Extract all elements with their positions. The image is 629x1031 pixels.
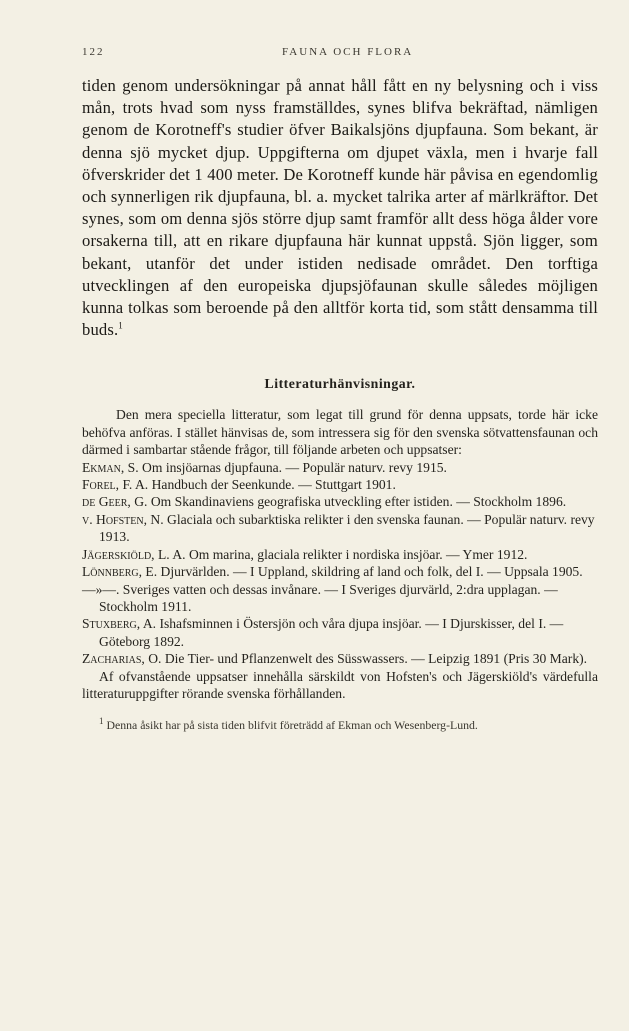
- reference-author: Lönnberg, E.: [82, 564, 158, 580]
- literature-section: [82, 406, 598, 702]
- reference-entry: [82, 459, 598, 476]
- reference-entry: [82, 650, 598, 667]
- running-head: [82, 46, 598, 62]
- reference-text: Djurvärlden. — I Uppland, skildring af land och folk, del I. — Uppsala 1905.: [157, 564, 583, 580]
- footnote-text: Denna åsikt har på sista tiden blifvit företrädd af Ekman och Wesenberg-Lund.: [106, 718, 478, 733]
- reference-text: Glaciala och subarktiska relikter i den svenska faunan. — Populär naturv. revy 1913.: [99, 511, 595, 545]
- reference-text: Om marina, glaciala relikter i nordiska insjöar. — Ymer 1912.: [185, 546, 528, 562]
- reference-entry: [82, 563, 598, 580]
- reference-author: Stuxberg, A.: [82, 616, 157, 632]
- reference-entry: [82, 476, 598, 493]
- page-number: 122: [82, 46, 105, 58]
- reference-text: Handbuch der Seenkunde. — Stuttgart 1901.: [148, 477, 396, 493]
- reference-author: Zacharias, O.: [82, 651, 162, 667]
- reference-text: Die Tier- und Pflanzenwelt des Süsswassers. — Leipzig 1891 (Pris 30 Mark).: [161, 651, 588, 667]
- reference-entry: [82, 581, 598, 616]
- reference-text: Om Skandinaviens geografiska utveckling efter istiden. — Stockholm 1896.: [147, 494, 567, 510]
- reference-author: Jägerskiöld, L. A.: [82, 546, 186, 562]
- closing-note: Af ofvanstående uppsatser innehålla särskildt von Hofsten's och Jägerskiöld's värdefulla litteraturuppgifter rörande svenska förhållanden.: [82, 668, 598, 701]
- section-heading: Litteraturhänvisningar.: [264, 376, 416, 392]
- reference-entry: [82, 493, 598, 510]
- page-content: [82, 46, 598, 734]
- running-title: FAUNA OCH FLORA: [282, 46, 414, 58]
- body-paragraph-text: tiden genom undersökningar på annat håll fått en ny belysning och i viss mån, trots hvad som nyss framställdes, synes blifva bekräftad, nämligen genom de Korotneff's studier öfver Baikalsjöns djupfauna. Som bekant, är denna sjö mycket djup. Uppgifterna om djupet växla, men i hvarje fall öfverskrider det 1 400 meter. De Korotneff kunde här påvisa en egendomlig och synnerligen rik djupfauna, bl. a. mycket talrika arter af märlkräftor. Det synes, som om denna sjös större djup samt framför allt dess höga ålder vore orsakerna till, att en rikare djupfauna här kunnat uppstå. Sjön ligger, som bekant, utanför det under istiden nedisade området. Den torftiga utvecklingen af den europeiska djupsjöfaunan skulle således möjligen kunna tolkas som beroende på den alltför korta tid, som stått densamma till buds.: [82, 76, 598, 340]
- reference-author: —»—.: [82, 581, 120, 597]
- reference-author: Forel, F. A.: [82, 477, 149, 493]
- footnote-marker: 1: [99, 716, 104, 727]
- body-paragraph: [82, 75, 598, 341]
- reference-entry: [82, 511, 598, 546]
- body-text: [82, 75, 598, 341]
- reference-author: Ekman, S.: [82, 459, 139, 475]
- literature-intro: Den mera speciella litteratur, som legat till grund för denna uppsats, torde här icke behöfva anföras. I stället hänvisas de, som intressera sig för den svenska sötvattensfaunan och därmed i sambartar stående frågor, till följande arbeten och uppsatser:: [82, 407, 598, 458]
- reference-text: Ishafsminnen i Östersjön och våra djupa insjöar. — I Djurskisser, del I. — Göteborg 1892.: [99, 616, 564, 649]
- reference-text: Om insjöarnas djupfauna. — Populär naturv. revy 1915.: [138, 459, 447, 475]
- footnote: [82, 717, 598, 734]
- reference-text: Sveriges vatten och dessas invånare. — I Sveriges djurvärld, 2:dra upplagan. — Stockholm 1911.: [99, 581, 558, 614]
- reference-author: v. Hofsten, N.: [82, 511, 164, 527]
- footnote-reference: 1: [118, 320, 123, 331]
- reference-entry: [82, 615, 598, 650]
- reference-author: de Geer, G.: [82, 494, 148, 510]
- reference-entry: [82, 546, 598, 563]
